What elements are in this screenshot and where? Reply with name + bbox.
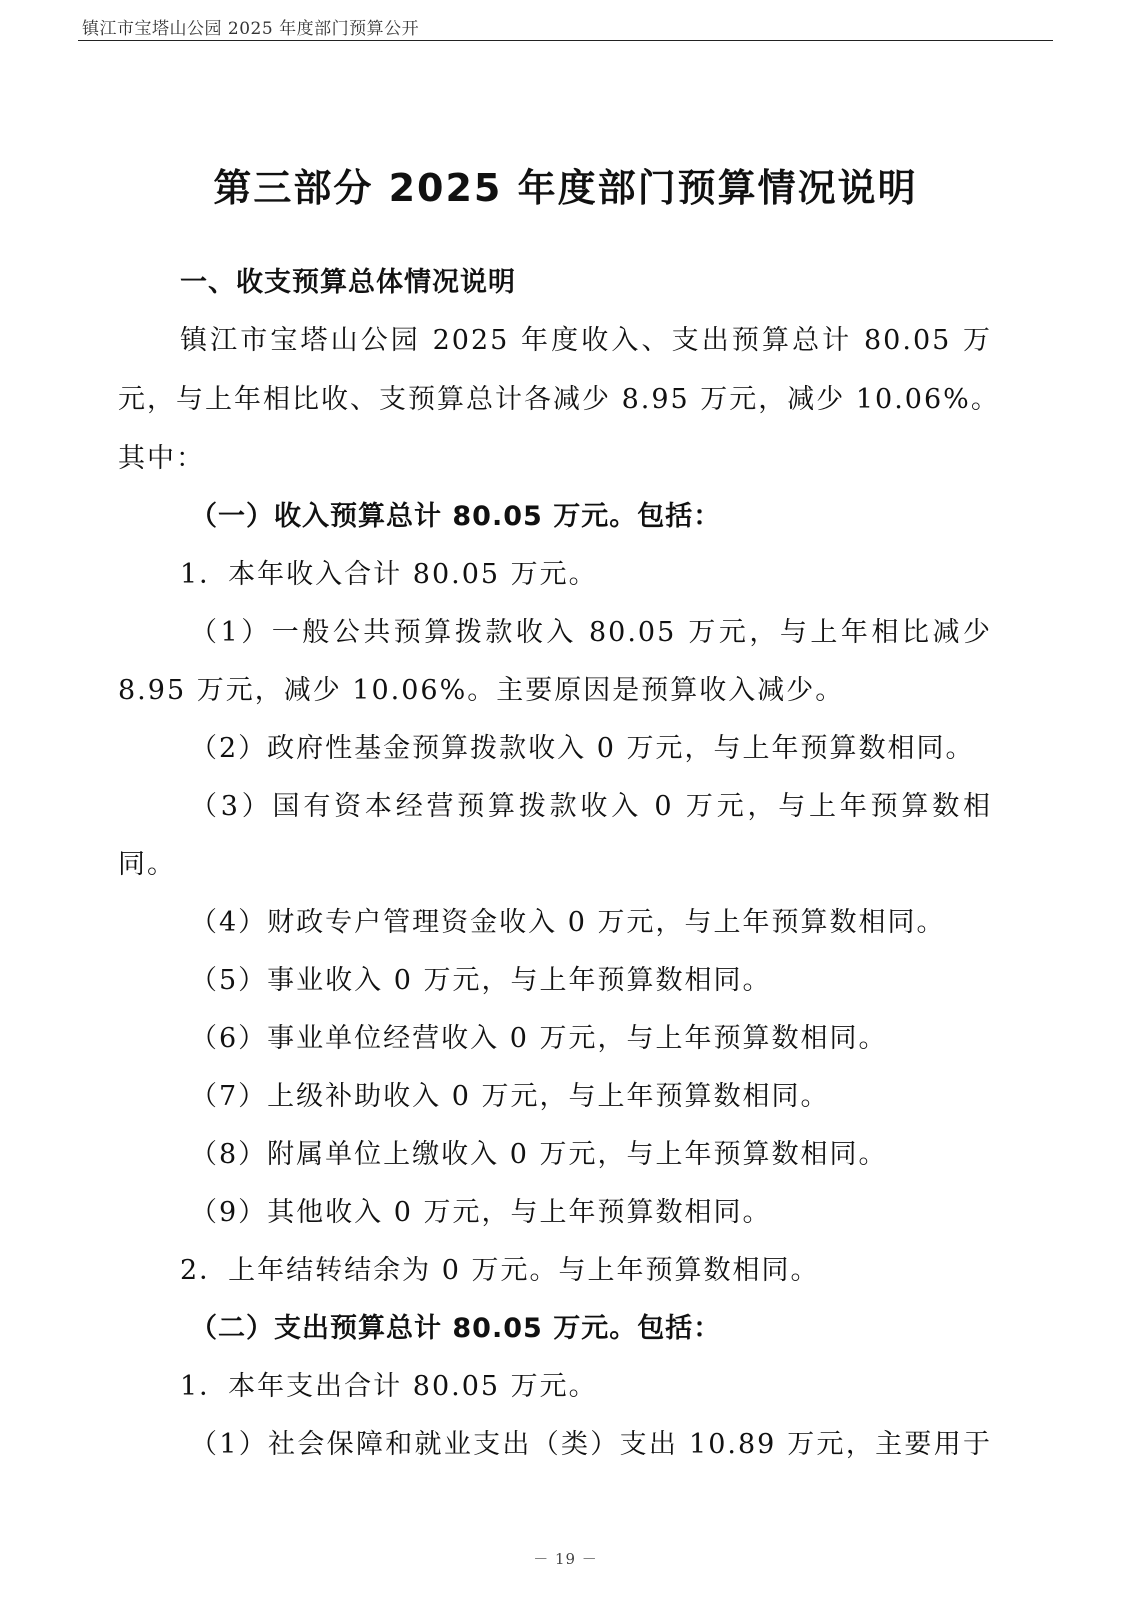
expenditure-heading: （二）支出预算总计 80.05 万元。包括： [190,1313,722,1344]
expenditure-sub-1-line-1: （1）社会保障和就业支出（类）支出 10.89 万元，主要用于 [190,1429,992,1460]
income-sub-2: （2）政府性基金预算拨款收入 0 万元，与上年预算数相同。 [190,733,975,764]
income-sub-6: （6）事业单位经营收入 0 万元，与上年预算数相同。 [190,1023,888,1054]
income-heading: （一）收入预算总计 80.05 万元。包括： [190,501,722,532]
income-sub-3-line-2: 同。 [118,849,176,880]
income-sub-1-line-1: （1）一般公共预算拨款收入 80.05 万元，与上年相比减少 [190,617,992,648]
running-header: 镇江市宝塔山公园 2025 年度部门预算公开 [82,19,420,39]
intro-line-3: 其中： [118,443,205,474]
intro-line-1: 镇江市宝塔山公园 2025 年度收入、支出预算总计 80.05 万 [180,325,992,356]
section-heading: 一、收支预算总体情况说明 [180,267,516,298]
expenditure-item-1: 1．本年支出合计 80.05 万元。 [180,1371,598,1402]
income-sub-7: （7）上级补助收入 0 万元，与上年预算数相同。 [190,1081,830,1112]
income-sub-8: （8）附属单位上缴收入 0 万元，与上年预算数相同。 [190,1139,888,1170]
income-sub-3-line-1: （3）国有资本经营预算拨款收入 0 万元，与上年预算数相 [190,791,992,822]
intro-line-2: 元，与上年相比收、支预算总计各减少 8.95 万元，减少 10.06%。 [118,384,1000,415]
income-item-2: 2．上年结转结余为 0 万元。与上年预算数相同。 [180,1255,820,1286]
income-sub-4: （4）财政专户管理资金收入 0 万元，与上年预算数相同。 [190,907,946,938]
income-sub-5: （5）事业收入 0 万元，与上年预算数相同。 [190,965,772,996]
income-item-1: 1．本年收入合计 80.05 万元。 [180,559,598,590]
income-sub-9: （9）其他收入 0 万元，与上年预算数相同。 [190,1197,772,1228]
page-title: 第三部分 2025 年度部门预算情况说明 [213,166,918,210]
income-sub-1-line-2: 8.95 万元，减少 10.06%。主要原因是预算收入减少。 [118,675,845,706]
page-number: － 19 － [533,1550,598,1568]
header-divider [78,40,1053,41]
